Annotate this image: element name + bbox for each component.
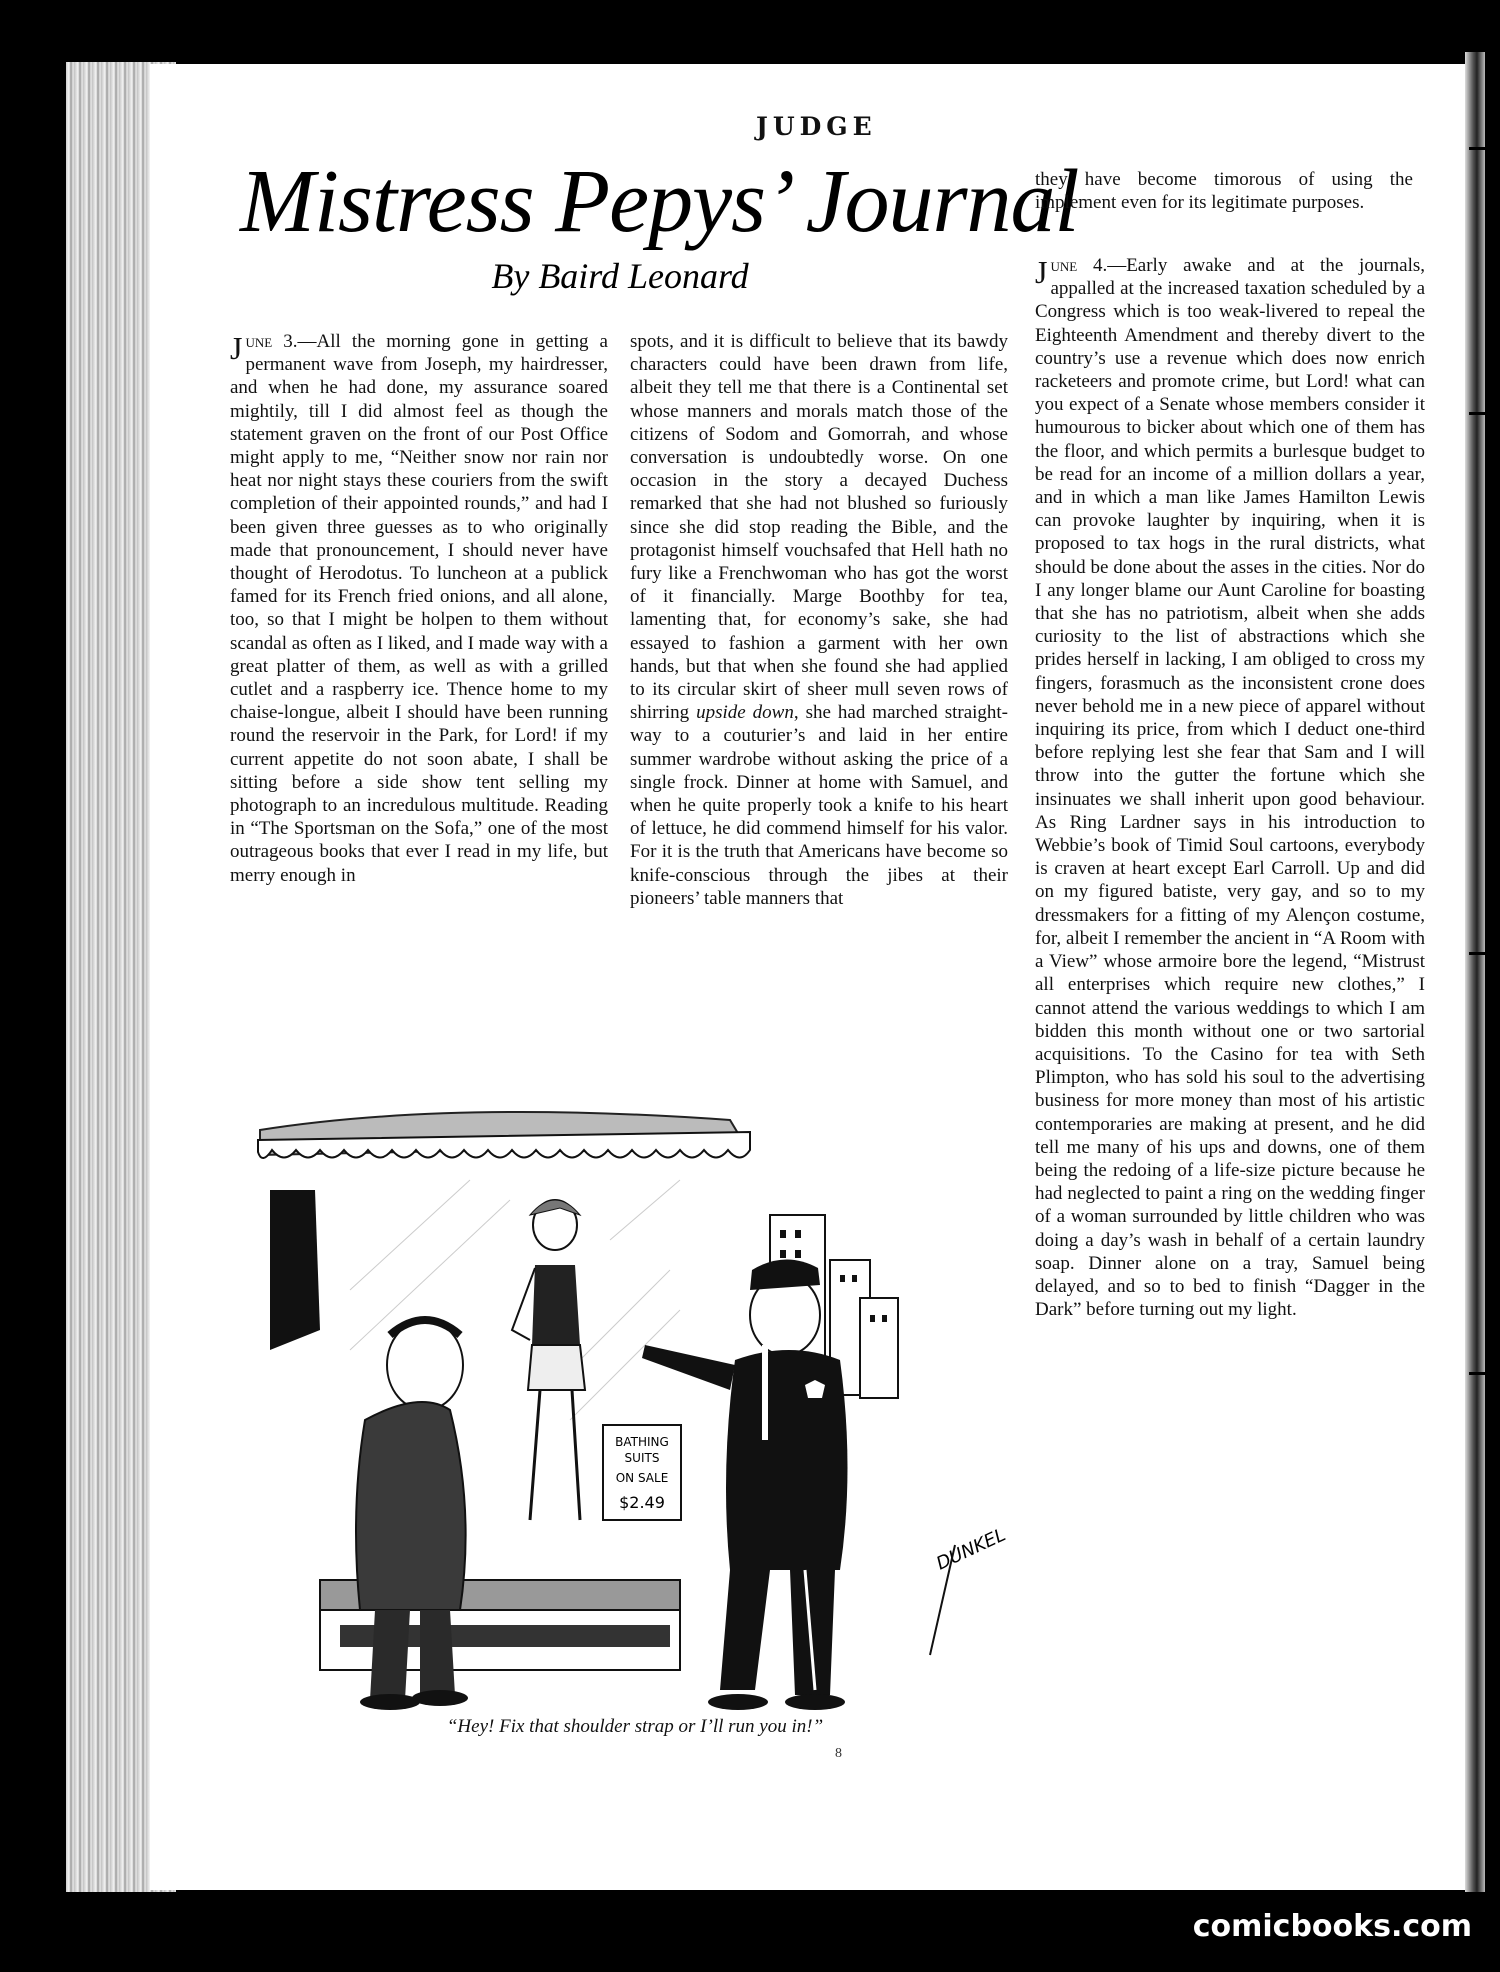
column-2-text-b: , she had marched straight-way to a couturier’s and laid in her entire summer wardrobe without asking the price of a single frock. Dinner at home with Samuel, and when he quite properly took a knife to his heart of lettuce, he did commend himself for his valor. For it is the truth that Americans have become so knife-conscious through the jibes at their pioneers’ table manners that [630,702,1009,909]
article-byline: By Baird Leonard [491,256,749,296]
small-caps-lead: une [1050,255,1078,276]
cartoonist-signature: DUNKEL [933,1524,1009,1575]
running-head: JUDGE [756,112,877,141]
column-3-text: 4.—Early awake and at the journals, appalled at the increased taxation scheduled by a Congress which is too weak-livered to repeal the Eighteenth Amendment and thereby divert to the country’s use a revenue which does now enrich racketeers and promote crime, but Lord! what can you expect of a Senate whose members consider it humourous to bicker about which one of them has the floor, and which permits a burlesque budget to be read for an income of a million dollars a year, and in which a man like James Hamilton Lewis can provoke laughter by inquiring, when it is proposed to tax hogs in the rural districts, what should be done about the asses in the cities. Nor do I any longer blame our Aunt Caroline for boasting that she has no patriotism, albeit when she adds curiosity to the list of abstractions which she prides herself in lacking, I am obliged to cross my fingers, forasmuch as the inconsistent crone does never behold me in a new piece of apparel without inquiring its price, from which I deduct one-third before replying lest she fear that Sam and I will throw into the gutter the fortune which she insinuates we shall inherit upon good behaviour. As Ring Lardner says in his introduction to Webbie’s book of Timid Soul cartoons, everybody is craven at heart except Earl Carroll. Up and did on my figured batiste, very gay, and so to my dressmakers for a fitting of my Alençon costume, for, albeit I remember the ancient in “A Room with a View” whose armoire bore the legend, “Mistrust all enterprises which require new clothes,” I cannot attend the various weddings to which I am bidden this month without one or two sartorial acquisitions. To the Casino for tea with Seth Plimpton, who has sold his soul to the advertising business for more money than most of his artistic contemporaries are making at present, and he did tell me many of his ups and downs, one of them being the redoing of a life-size picture because he had neglected to paint a ring on the wedding finger of a woman surrounded by little children who was doing a day’s wash in behalf of a certain laundry soap. Dinner alone on a tray, Samuel being delayed, and so to bed to finish “Dagger in the Dark” before turning out my light. [1035,255,1425,1321]
binding-edge [1465,52,1485,1892]
column-1-text: 3.—All the morning gone in getting a permanent wave from Joseph, my hairdresser, and when he had done, my assurance soared mightily, till I did almost feel as though the statement graven on the front of our Post Office might apply to me, “Neither snow nor rain nor heat nor night stays these couriers from the swift completion of their appointed rounds,” and had I been given three guesses as to who originally made that pronouncement, I should never have thought of Herodotus. To luncheon at a publick famed for its French fried onions, and all alone, too, so that I might be holpen to them without scandal as often as I liked, and I made way with a great platter of them, as well as with a grilled cutlet and a raspberry ice. Thence home to my chaise-longue, albeit I should have been running round the reservoir in the Park, for Lord! if my current appetite do not soon abate, I shall be sitting before a side show tent selling my photograph to an incredulous multitude. Reading in “The Sportsman on the Sofa,” one of the most outrageous books that ever I read in my life, but merry enough in [230,331,608,886]
sign-line-2: SUITS [624,1451,660,1465]
column-2-text-a: spots, and it is difficult to believe that its bawdy characters could have been drawn from life, albeit they tell me that there is a Continental set whose manners and morals match those of the citizens of Sodom and Gomorrah, and whose conversation is undoubtedly worse. On one occasion in the story a decayed Duchess remarked that she had not blushed so furiously since she did stop reading the Bible, and the protagonist himself vouchsafed that Hell hath no fury like a Frenchwoman who has got the worst of it financially. Marge Boothby for tea, lamenting that, for economy’s sake, she had essayed to fashion a garment with her own hands, but that when she found she had applied to its circular skirt of sheer mull seven rows of shirring [630,331,1008,724]
sign-line-3: ON SALE [615,1471,669,1485]
article-column-1 [230,330,608,887]
drop-cap: J [1035,254,1048,290]
column-2-emphasis: upside down [696,702,794,724]
small-caps-lead: une [245,331,273,352]
article-column-2 [630,330,1008,910]
page-number: 8 [835,1746,842,1761]
cartoon-caption: “Hey! Fix that shoulder strap or I’ll run you in!” [446,1716,824,1737]
site-watermark: comicbooks.com [1192,1909,1472,1944]
sign-line-1: BATHING [615,1435,669,1449]
article-column-3-continuation: they have become timorous of using the implement even for its legitimate purposes. [1035,169,1413,214]
article-title: Mistress Pepys’ Journal [240,152,1079,251]
article-column-3 [1035,254,1425,1321]
cartoon-illustration [250,1090,1020,1710]
sign-price: $2.49 [619,1493,665,1512]
drop-cap: J [230,330,243,366]
